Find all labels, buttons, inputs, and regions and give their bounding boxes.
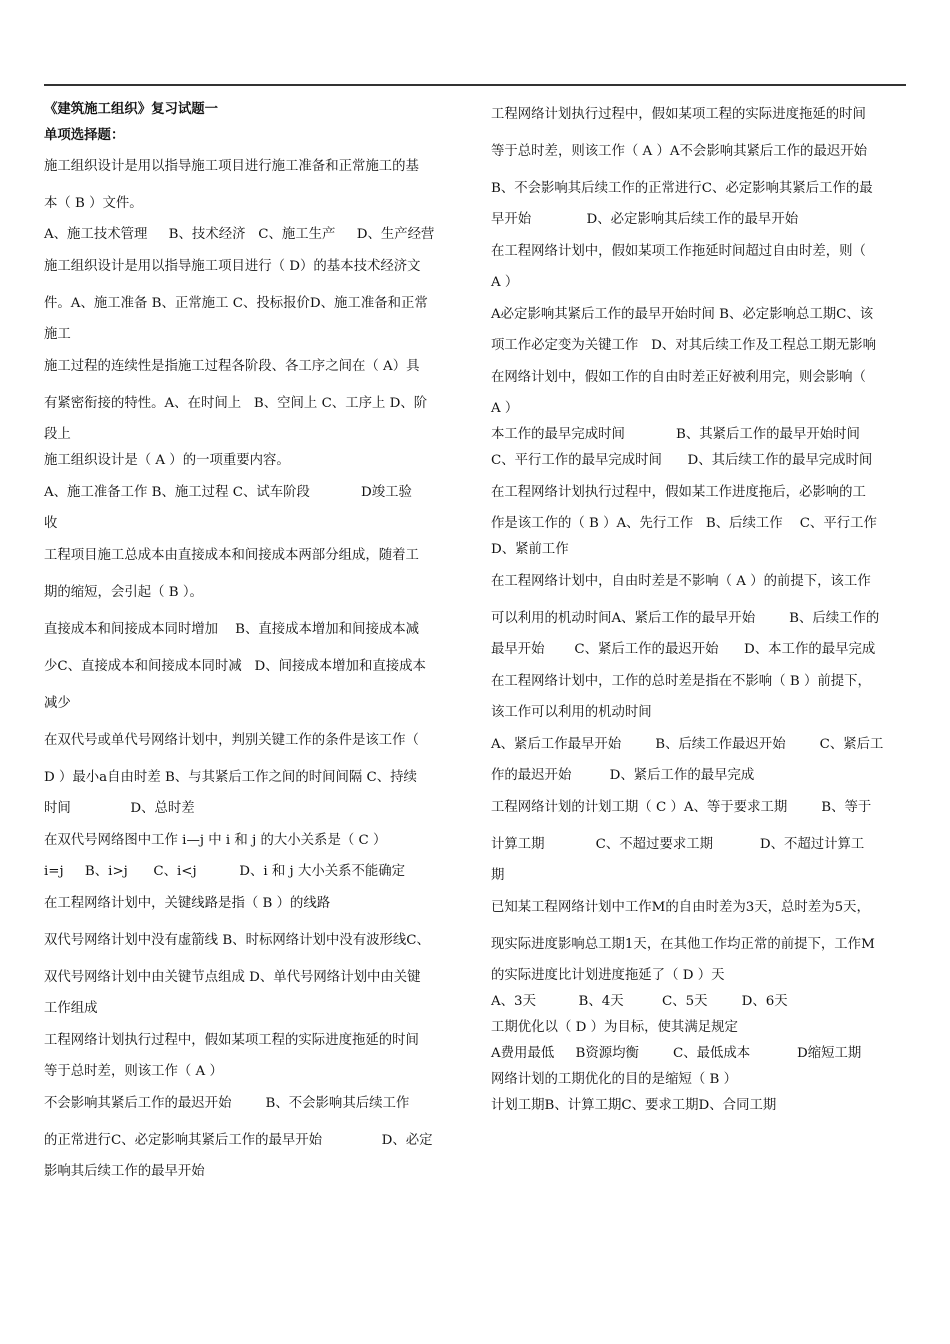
text-line: 影响其后续工作的最早开始 [44,1164,205,1179]
text-line: 该工作可以利用的机动时间 [491,705,652,720]
text-line: 在网络计划中，假如工作的自由时差正好被利用完，则会影响（ [491,370,866,385]
left-column [44,96,462,1185]
text-line: A、施工准备工作 B、施工过程 C、试车阶段 D竣工验 [44,485,412,500]
text-line: 工程网络计划执行过程中，假如某项工程的实际进度拖延的时间 [491,107,866,122]
text-line: 直接成本和间接成本同时增加 B、直接成本增加和间接成本减 [44,622,420,637]
text-line: A、3天 B、4天 C、5天 D、6天 [491,994,788,1009]
text-line: 项工作必定变为关键工作 D、对其后续工作及工程总工期无影响 [491,338,877,353]
header-rule [44,84,906,86]
text-line: 在双代号或单代号网络计划中，判别关键工作的条件是该工作（ [44,733,419,748]
text-line: 的实际进度比计划进度拖延了（ D ）天 [491,968,725,983]
text-line: 在双代号网络图中工作 i—j 中 i 和 j 的大小关系是（ C ） [44,833,387,848]
text-line: 等于总时差，则该工作（ A ） [44,1064,223,1079]
text-line: 的正常进行C、必定影响其紧后工作的最早开始 D、必定 [44,1133,433,1148]
text-line: 现实际进度影响总工期1天，在其他工作均正常的前提下，工作M [491,937,875,952]
text-line: A必定影响其紧后工作的最早开始时间 B、必定影响总工期C、该 [491,307,874,322]
text-line: 在工程网络计划执行过程中，假如某工作进度拖后，必影响的工 [491,485,866,500]
text-line: 段上 [44,427,71,442]
text-line: 等于总时差，则该工作（ A ）A不会影响其紧后工作的最迟开始 [491,144,868,159]
text-line: 可以利用的机动时间A、紧后工作的最早开始 B、后续工作的 [491,611,880,626]
text-line: D ）最小a自由时差 B、与其紧后工作之间的时间间隔 C、持续 [44,770,417,785]
text-line: 施工 [44,327,71,342]
text-line: 工程项目施工总成本由直接成本和间接成本两部分组成，随着工 [44,548,419,563]
text-line: 期 [491,868,505,883]
document-title: 《建筑施工组织》复习试题一 [44,101,219,117]
text-line: C、平行工作的最早完成时间 D、其后续工作的最早完成时间 [491,453,873,468]
text-line: 施工组织设计是用以指导施工项目进行施工准备和正常施工的基 [44,159,419,174]
text-line: 工程网络计划执行过程中，假如某项工程的实际进度拖延的时间 [44,1033,419,1048]
text-line: 有紧密衔接的特性。A、在时间上 B、空间上 C、工序上 D、阶 [44,396,428,411]
text-line: 收 [44,516,58,531]
text-line: 施工组织设计是用以指导施工项目进行（ D）的基本技术经济文 [44,259,421,274]
text-line: 作的最迟开始 D、紧后工作的最早完成 [491,768,755,783]
text-line: A ） [491,275,519,290]
text-line: 计划工期B、计算工期C、要求工期D、合同工期 [491,1098,777,1113]
text-line: 件。A、施工准备 B、正常施工 C、投标报价D、施工准备和正常 [44,296,428,311]
text-line: 计算工期 C、不超过要求工期 D、不超过计算工 [491,837,865,852]
text-line: 网络计划的工期优化的目的是缩短（ B ） [491,1072,737,1087]
text-line: 最早开始 C、紧后工作的最迟开始 D、本工作的最早完成 [491,642,876,657]
text-line: 双代号网络计划中没有虚箭线 B、时标网络计划中没有波形线C、 [44,933,430,948]
text-line: 本（ B ）文件。 [44,196,143,211]
right-column [491,96,911,1119]
text-line: 在工程网络计划中，假如某项工作拖延时间超过自由时差，则（ [491,244,866,259]
text-line: 本工作的最早完成时间 B、其紧后工作的最早开始时间 [491,427,860,442]
text-line: 在工程网络计划中，关键线路是指（ B ）的线路 [44,896,331,911]
text-line: 早开始 D、必定影响其后续工作的最早开始 [491,212,799,227]
text-line: 工作组成 [44,1001,98,1016]
text-line: 不会影响其紧后工作的最迟开始 B、不会影响其后续工作 [44,1096,410,1111]
text-line: i=j B、i>j C、i<j D、i 和 j 大小关系不能确定 [44,864,406,879]
text-line: 期的缩短，会引起（ B ）。 [44,585,203,600]
text-line: A ） [491,401,519,416]
text-line: 少C、直接成本和间接成本同时减 D、间接成本增加和直接成本 [44,659,426,674]
text-line: 作是该工作的（ B ）A、先行工作 B、后续工作 C、平行工作 [491,516,877,531]
text-line: 施工过程的连续性是指施工过程各阶段、各工序之间在（ A）具 [44,359,420,374]
text-line: 双代号网络计划中由关键节点组成 D、单代号网络计划中由关键 [44,970,421,985]
text-line: 时间 D、总时差 [44,801,195,816]
text-line: 在工程网络计划中，工作的总时差是指在不影响（ B ）前提下， [491,674,871,689]
text-line: A、紧后工作最早开始 B、后续工作最迟开始 C、紧后工 [491,737,884,752]
text-line: B、不会影响其后续工作的正常进行C、必定影响其紧后工作的最 [491,181,873,196]
text-line: 减少 [44,696,71,711]
text-line: 工期优化以（ D ）为目标，使其满足规定 [491,1020,738,1035]
text-line: A、施工技术管理 B、技术经济 C、施工生产 D、生产经营 [44,227,435,242]
text-line: 施工组织设计是（ A ）的一项重要内容。 [44,453,290,468]
text-line: 在工程网络计划中，自由时差是不影响（ A ）的前提下，该工作 [491,574,871,589]
text-line: 单项选择题： [44,127,125,143]
text-line: 已知某工程网络计划中工作M的自由时差为3天，总时差为5天， [491,900,870,915]
text-line: A费用最低 B资源均衡 C、最低成本 D缩短工期 [491,1046,862,1061]
text-line: D、紧前工作 [491,542,569,557]
text-line: 工程网络计划的计划工期（ C ）A、等于要求工期 B、等于 [491,800,872,815]
